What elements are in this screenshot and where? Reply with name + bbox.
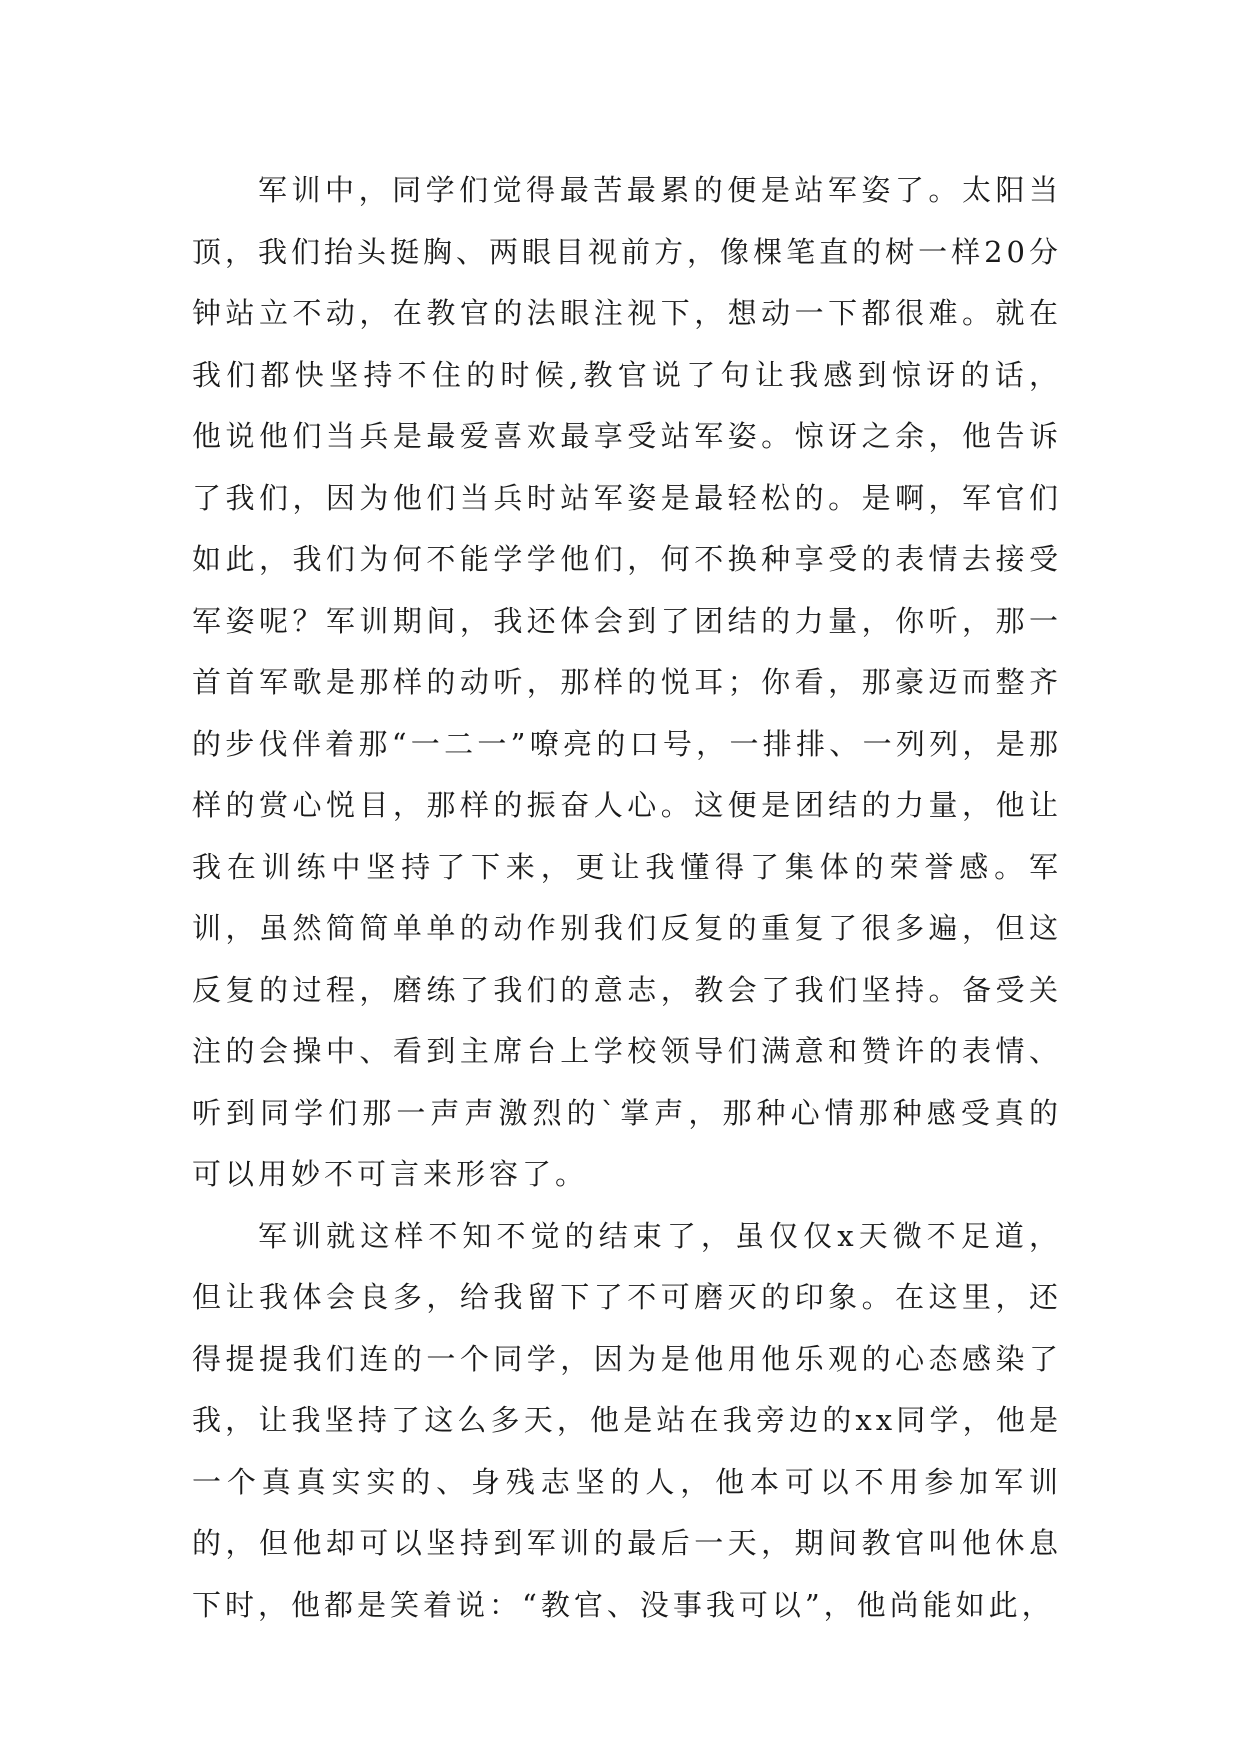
document-body [192, 160, 1062, 1636]
paragraph-2: 军训就这样不知不觉的结束了，虽仅仅x天微不足道，但让我体会良多，给我留下了不可磨灭的印象。在这里，还得提提我们连的一个同学，因为是他用他乐观的心态感染了我，让我坚持了这么多天，他是站在我旁边的xx同学，他是一个真真实实的、身残志坚的人，他本可以不用参加军训的，但他却可以坚持到军训的最后一天，期间教官叫他休息下时，他都是笑着说：“教官、没事我可以”，他尚能如此， [192, 1218, 1062, 1622]
paragraph-1: 军训中，同学们觉得最苦最累的便是站军姿了。太阳当顶，我们抬头挺胸、两眼目视前方，像棵笔直的树一样20分钟站立不动，在教官的法眼注视下，想动一下都很难。就在我们都快坚持不住的时候,教官说了句让我感到惊讶的话，他说他们当兵是最爱喜欢最享受站军姿。惊讶之余，他告诉了我们，因为他们当兵时站军姿是最轻松的。是啊，军官们如此，我们为何不能学学他们，何不换种享受的表情去接受军姿呢？军训期间，我还体会到了团结的力量，你听，那一首首军歌是那样的动听，那样的悦耳；你看，那豪迈而整齐的步伐伴着那“一二一”嘹亮的口号，一排排、一列列，是那样的赏心悦目，那样的振奋人心。这便是团结的力量，他让我在训练中坚持了下来，更让我懂得了集体的荣誉感。军训，虽然简简单单的动作别我们反复的重复了很多遍，但这反复的过程，磨练了我们的意志，教会了我们坚持。备受关注的会操中、看到主席台上学校领导们满意和赞许的表情、听到同学们那一声声激烈的`掌声，那种心情那种感受真的可以用妙不可言来形容了。 [192, 173, 1062, 1191]
